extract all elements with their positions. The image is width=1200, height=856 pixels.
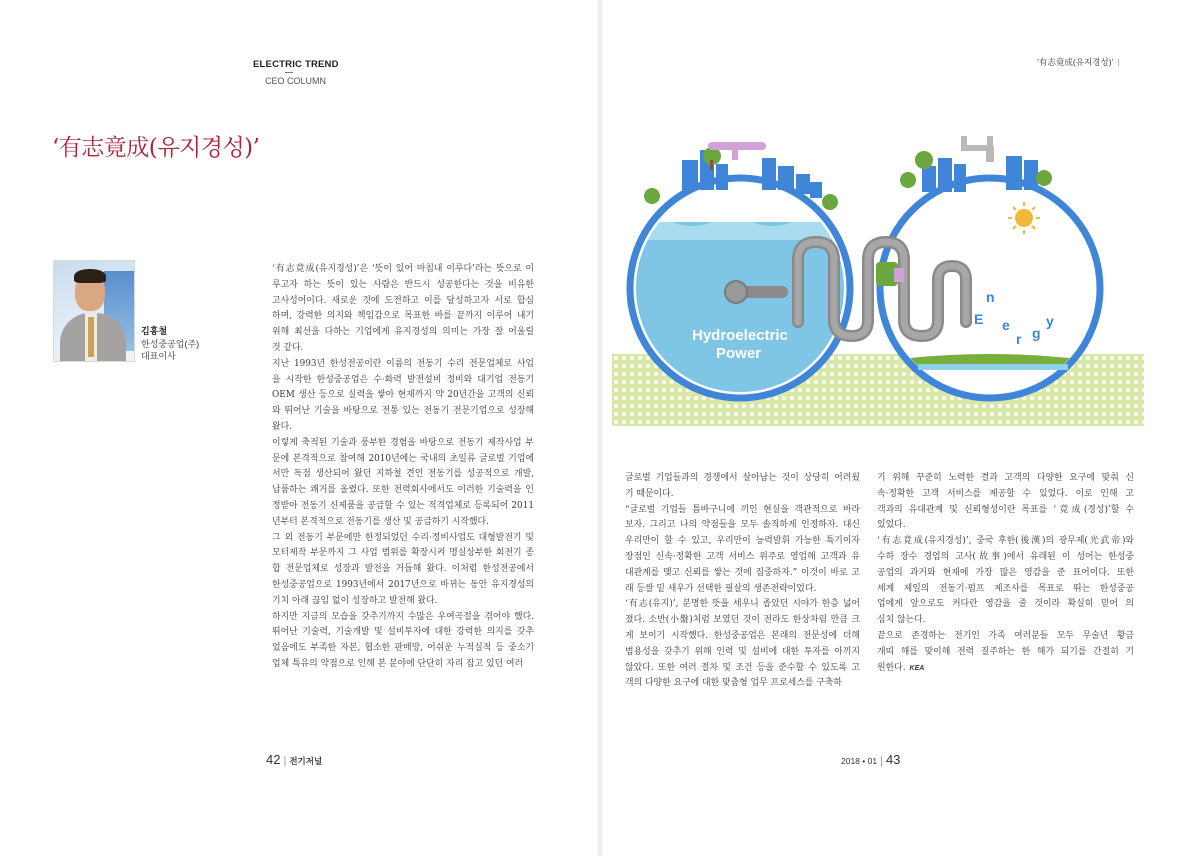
page-number-right: 43 — [885, 752, 901, 767]
body-line: OEM 생산 등으로 실력을 쌓아 현재까지 약 20년간을 고객의 신뢰 — [272, 390, 534, 401]
body-line: 수하 장수 경엄의 고사(故事)에서 유래된 이 성어는 한성중 — [877, 551, 1134, 562]
body-line: 않았다. 또한 여러 절차 및 조건 등을 준수할 수 있도록 고 — [625, 662, 860, 673]
body-line: 그 외 전동기 부문에만 한정되었던 수리·정비사업도 대형발전기 및 — [272, 532, 534, 543]
sun-icon — [1015, 209, 1033, 227]
body-line: 위해 최선을 다하는 기업에게 유지경성의 의미는 가장 잘 어울릴 — [272, 327, 534, 338]
section-divider — [285, 72, 293, 73]
author-company: 한성중공업(주) — [141, 338, 200, 349]
author-info — [141, 325, 199, 363]
body-line: 개띠 해를 맞이해 전력 질주하는 한 해가 되기를 간절히 기 — [877, 646, 1134, 657]
body-line: 글로벌 기업들과의 경쟁에서 살아남는 것이 상당히 어려웠 — [625, 473, 860, 483]
illustration-label-line1: Hydroelectric — [692, 327, 788, 344]
energy-letter: e — [1002, 317, 1010, 333]
body-line: 기치 아래 끊임 없이 성장하고 발전해 왔다. — [272, 595, 438, 606]
body-line: 하며, 강력한 의지와 책임감으로 목표한 바를 끝까지 이루어 내기 — [272, 311, 534, 322]
body-line: 업체 특유의 약점으로 인해 본 분야에 단단히 자리 잡고 있던 여러 — [272, 658, 524, 669]
body-line: 장점인 신속·정확한 고객 서비스 위주로 영업해 고객과 유 — [625, 551, 860, 562]
body-line: 년부터 본격적으로 전동기를 생산 및 공급하기 시작했다. — [272, 516, 489, 527]
body-line: 우리만이 할 수 있고, 우리만이 능력발휘 가능한 특기이자 — [625, 536, 860, 547]
section-subtitle: CEO COLUMN — [265, 76, 327, 86]
energy-letter: E — [974, 311, 984, 327]
body-line: 세계 제일의 전동기·펌프 제조사를 목표로 뛰는 한성중공 — [877, 583, 1134, 594]
body-line: 심치 않는다. — [877, 615, 926, 626]
body-line: ‘有志(유지)’, 분명한 뜻을 세우니 좁았던 시야가 한층 넓어 — [625, 599, 860, 610]
body-line: 게 보이기 시작했다. 한성중공업은 본래의 전문성에 더해 — [625, 630, 860, 641]
body-line: 이렇게 축적된 기술과 풍부한 경험을 바탕으로 전동기 제작사업 부 — [272, 437, 534, 448]
body-line: 있었다. — [877, 520, 906, 531]
body-line: ‘有志竟成(유지경성)’, 중국 후한(後漢)의 광무제(光武帝)와 — [877, 536, 1134, 547]
energy-letter: y — [1046, 313, 1054, 329]
body-line: 고사성어이다. 새로운 것에 도전하고 이를 달성하고자 서로 합심 — [272, 295, 534, 306]
article-title: ‘有志竟成(유지경성)’ — [52, 135, 260, 161]
hydroelectric-illustration — [612, 130, 1144, 430]
running-head-text: ‘有志竟成(유지경성)’ — [1037, 57, 1114, 67]
body-line: 래 등쌀 밑 새우가 선택한 필살의 생존전략이었다. — [625, 583, 817, 594]
body-line: ‘有志竟成(유지경성)’은 ‘뜻이 있어 마침내 이루다’라는 뜻으로 이 — [272, 264, 534, 274]
illustration-label-line2: Power — [716, 345, 762, 362]
body-line: 와 뛰어난 기술을 바탕으로 전통 있는 전동기 전문기업으로 성장해 — [272, 406, 534, 417]
body-line: 을 시작한 한성중공업은 수·화력 발전설비 정비와 대기업 전동기 — [272, 374, 534, 385]
body-line: 원한다. KEA — [877, 662, 925, 673]
body-line: 업에게 앞으로도 커다란 영감을 줄 것이라 확실히 믿어 의 — [877, 599, 1134, 610]
body-line: 지난 1993년 한성전공이란 이름의 전동기 수리 전문업체로 사업 — [272, 358, 534, 369]
body-line: 었음에도 부족한 자본, 협소한 판매망, 어쉬운 누적실적 등 중소기 — [272, 643, 534, 654]
body-line: 문에 본격적으로 참여해 2010년에는 국내의 초일류 글로벌 기업에 — [272, 453, 534, 464]
page-gutter — [596, 0, 604, 856]
body-line: 범용성을 갖추기 위해 인력 및 설비에 대한 투자를 아끼지 — [625, 646, 860, 657]
body-line: 것 같다. — [272, 342, 304, 353]
body-line: “글로벌 기업들 틈바구니에 끼인 현실을 객관적으로 바라 — [625, 504, 860, 515]
body-line: 끝으로 존경하는 전기인 가족 여러분들 모두 무술년 황금 — [877, 630, 1134, 641]
body-line: 합 전문업체로 성장과 발전을 거듭해 왔다. 이처럼 한성전공에서 — [272, 564, 534, 575]
end-mark: KEA — [909, 664, 925, 672]
body-line: 속·정확한 고객 서비스를 제공할 수 있었다. 이로 인해 고 — [877, 488, 1134, 499]
folio-right: 2018 • 01 | 43 — [841, 752, 901, 767]
body-line: 기 위해 꾸준히 노력한 결과 고객의 다양한 요구에 맞춰 신 — [877, 473, 1134, 483]
magazine-name: 전기저널 — [289, 756, 323, 766]
body-line: 객의 다양한 요구에 대한 맞춤형 업무 프로세스를 구축하 — [625, 678, 842, 689]
body-line: 루고자 하는 뜻이 있는 사람은 반드시 성공한다는 것을 비유한 — [272, 279, 534, 290]
body-line: 납품하는 쾌거를 올렸다. 또한 전력회사에서도 이러한 기술력을 인 — [272, 485, 534, 496]
body-line: 모터제작 부문까지 그 사업 범위를 확장시켜 명실상부한 회전기 종 — [272, 548, 534, 559]
page-number-left: 42 — [266, 752, 281, 767]
body-column-2 — [625, 471, 860, 692]
body-line: 기 때문이다. — [625, 488, 674, 499]
energy-letter: g — [1032, 325, 1041, 341]
body-line: 서만 독점 생산되어 왔던 지하철 견인 전동기를 성공적으로 개발, — [272, 469, 534, 480]
author-position: 대표이사 — [141, 351, 176, 361]
body-line: 졌다. 소반(小盤)처럼 보였던 것이 전라도 한상차림 만큼 크 — [625, 615, 860, 626]
body-line: 보자. 그리고 나의 약점들을 모두 솔직하게 인정하자. 대신 — [625, 520, 860, 531]
body-line: 왔다. — [272, 421, 292, 432]
body-line: 대관계를 맺고 신뢰를 쌓는 것에 집중하자.” 이것이 바로 고 — [625, 567, 860, 578]
body-line: 뛰어난 기술력, 기술개발 및 설비투자에 대한 강력한 의지를 갖추 — [272, 627, 534, 638]
section-title: ELECTRIC TREND — [253, 59, 339, 70]
folio-left: 42 | 전기저널 — [266, 752, 323, 767]
running-head: ‘有志竟成(유지경성)’ | — [1037, 57, 1120, 67]
author-name: 김홍철 — [141, 326, 168, 336]
body-column-3 — [877, 471, 1134, 676]
body-line: 한성중공업으로 1993년에서 2017년으로 바뀌는 동안 유지경성의 — [272, 579, 534, 590]
body-line: 객과의 유대관계 및 신뢰형성이란 목표를 ‘竟成(경성)’할 수 — [877, 504, 1134, 515]
body-column-1 — [272, 262, 534, 673]
body-line: 하지만 지금의 모습을 갖추기까지 수많은 우여곡절을 겪어야 했다. — [272, 611, 534, 622]
body-line: 정받아 전동기 신제품을 공급할 수 있는 적격업체로 등록되어 2011 — [272, 500, 534, 511]
author-photo — [53, 260, 135, 362]
issue-date: 2018 • 01 — [841, 756, 878, 766]
energy-letter: n — [986, 289, 995, 305]
energy-letter: r — [1016, 331, 1022, 347]
body-line: 공업의 과거와 현재에 가장 많은 영감을 준 표어이다. 또한 — [877, 567, 1134, 578]
